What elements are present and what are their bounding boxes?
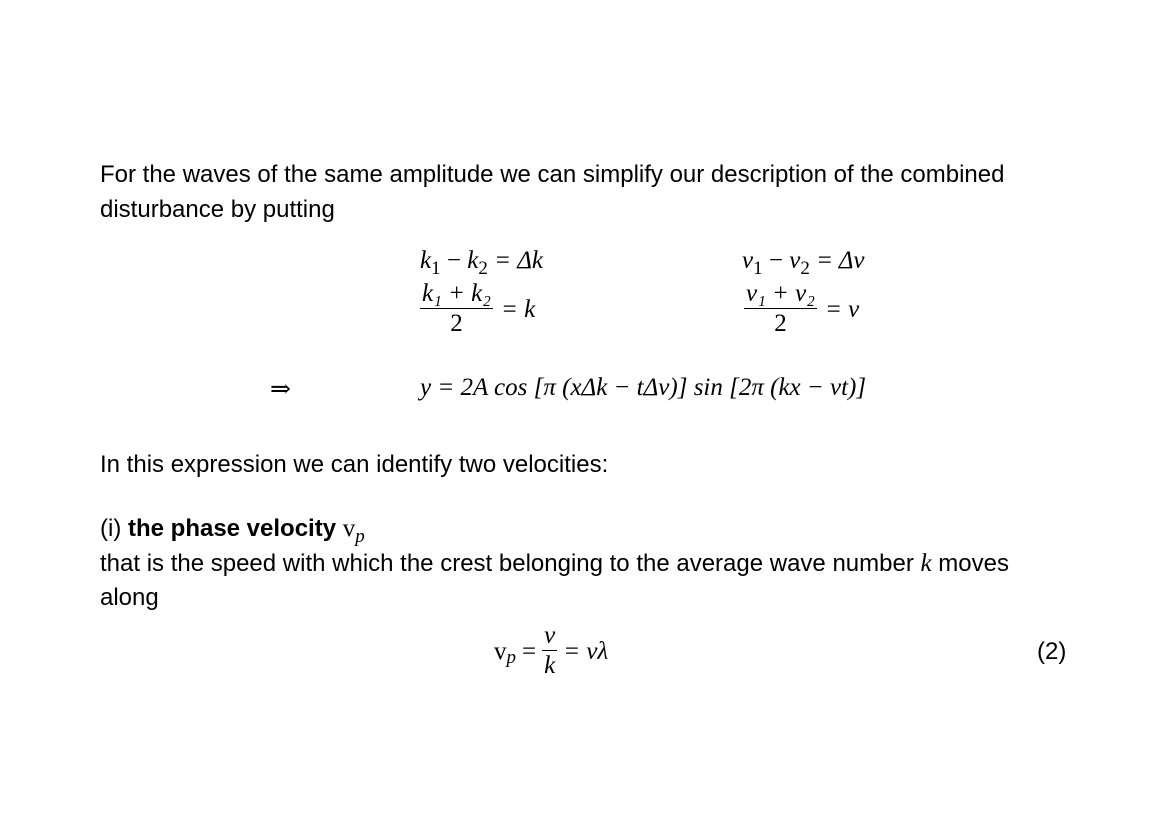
implies-arrow: ⇒ <box>270 376 291 403</box>
main-equation: y = 2A cos [π (xΔk − tΔν)] sin [2π (kx − νt)] <box>420 374 867 401</box>
intro-line-1: For the waves of the same amplitude we can simplify our description of the combined <box>100 161 1005 188</box>
eq-nu-average <box>744 280 859 339</box>
eq-nu-average-denominator: 2 <box>774 310 787 337</box>
formula-lhs-sub: p <box>506 646 516 668</box>
formula-lhs: v <box>494 637 507 665</box>
phase-description-line-1 <box>100 550 1009 578</box>
phase-velocity-prefix: (i) <box>100 515 128 542</box>
eq-nu-average-rhs: = ν <box>824 295 860 323</box>
formula-rhs: = νλ <box>563 637 609 665</box>
eq-delta-nu <box>742 247 865 279</box>
eq-delta-nu-var1: ν <box>742 247 754 274</box>
eq-nu-average-numerator: ν₁ + ν₂ <box>746 280 815 307</box>
phase-velocity-heading <box>100 515 365 547</box>
phase-velocity-formula <box>494 622 608 681</box>
eq-k-average-fraction <box>420 280 493 339</box>
eq-delta-k-var2: k <box>467 247 479 274</box>
phase-velocity-symbol-sub: p <box>355 526 365 547</box>
velocities-intro: In this expression we can identify two velocities: <box>100 451 609 478</box>
eq-k-average-numerator: k₁ + k₂ <box>422 280 491 307</box>
eq-delta-k-sub1: 1 <box>431 258 441 279</box>
eq-delta-nu-sub1: 1 <box>753 258 763 279</box>
eq-delta-k-rhs: = Δk <box>494 247 543 274</box>
phase-velocity-title: the phase velocity <box>127 515 337 542</box>
formula-numerator: ν <box>544 622 556 649</box>
phase-description-k: k <box>920 550 932 577</box>
formula-denominator: k <box>544 652 556 679</box>
phase-description-line-2: along <box>100 584 159 611</box>
eq-k-average-rhs: = k <box>500 295 536 323</box>
phase-description-text-a: that is the speed with which the crest belonging to the average wave number <box>100 550 921 577</box>
eq-delta-nu-sub2: 2 <box>800 258 810 279</box>
eq-delta-nu-rhs: = Δν <box>816 247 865 274</box>
equation-number: (2) <box>1037 638 1067 665</box>
eq-delta-nu-var2: ν <box>789 247 801 274</box>
eq-delta-k-sub2: 2 <box>478 258 488 279</box>
eq-delta-k-op: − <box>446 247 461 274</box>
phase-description-text-b: moves <box>931 550 1009 577</box>
intro-line-2: disturbance by putting <box>100 196 335 223</box>
eq-delta-nu-op: − <box>768 247 783 274</box>
eq-delta-k-var1: k <box>420 247 432 274</box>
eq-nu-average-fraction <box>744 280 817 339</box>
formula-fraction <box>542 622 557 681</box>
phase-velocity-symbol: v <box>342 515 356 542</box>
formula-equals: = <box>522 637 537 665</box>
eq-delta-k <box>420 247 543 279</box>
eq-k-average-denominator: 2 <box>450 310 463 337</box>
eq-k-average <box>420 280 535 339</box>
